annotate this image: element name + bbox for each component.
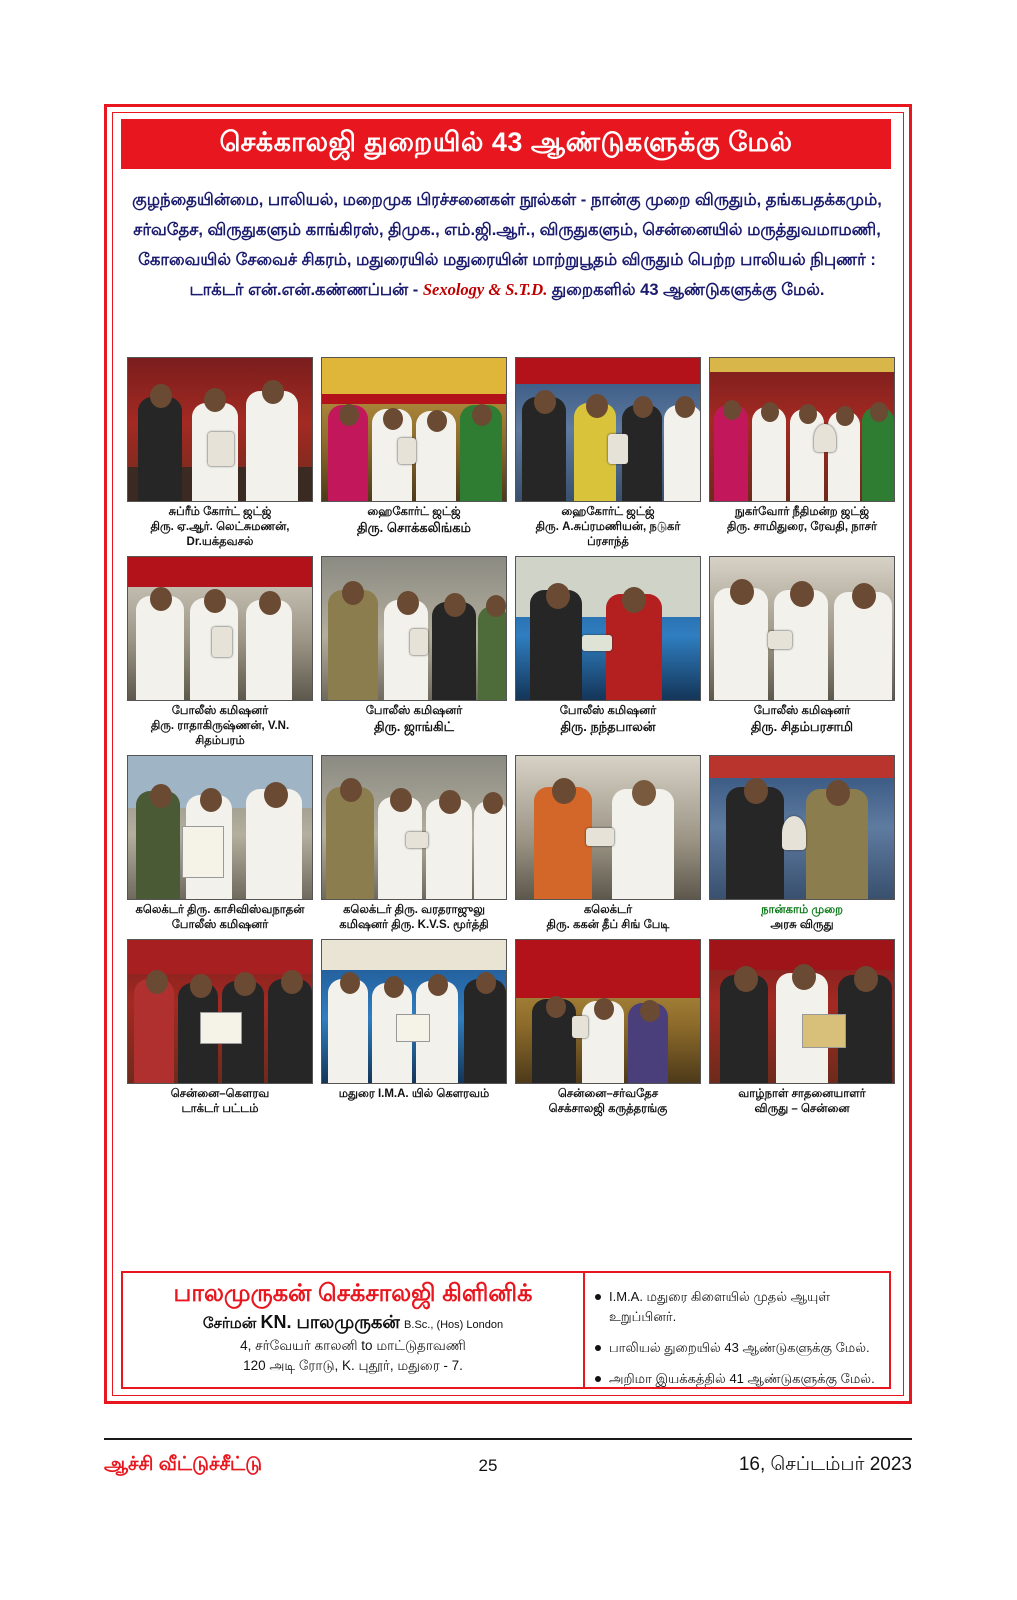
caption-line-1: கலெக்டர் xyxy=(583,904,633,916)
caption-line-1: கலெக்டர் திரு. வரதராஜுலு xyxy=(343,904,485,916)
highlight-point: I.M.A. மதுரை கிளையில் முதல் ஆயுள் உறுப்பினர். xyxy=(595,1287,883,1327)
clinic-details xyxy=(123,1273,583,1387)
photo-caption xyxy=(127,900,313,933)
caption-line-2: திரு. சிதம்பரசாமி xyxy=(750,719,854,734)
photo-1 xyxy=(127,357,313,502)
caption-line-2: திரு. நந்தபாலன் xyxy=(560,719,656,734)
caption-line-1: நுகர்வோர் நீதிமன்ற ஜட்ஜ் xyxy=(734,506,870,518)
page-title: செக்காலஜி துறையில் 43 ஆண்டுகளுக்கு மேல் xyxy=(219,126,793,157)
caption-line-1: மதுரை I.M.A. யில் கௌரவம் xyxy=(338,1088,490,1100)
photo-14 xyxy=(321,939,507,1084)
photo-cell xyxy=(515,755,701,933)
chairman-label: சேர்மன் xyxy=(202,1315,257,1332)
caption-line-1: கலெக்டர் திரு. காசிவிஸ்வநாதன் xyxy=(135,904,305,916)
page-number: 25 xyxy=(478,1456,498,1475)
photo-caption xyxy=(515,701,701,734)
photo-cell xyxy=(321,357,507,550)
chairman-name: KN. பாலமுருகன் xyxy=(260,1312,400,1332)
photo-row xyxy=(127,939,895,1117)
photo-row xyxy=(127,755,895,933)
caption-line-1: நான்காம் முறை xyxy=(761,904,843,916)
caption-line-1: போலீஸ் கமிஷனர் xyxy=(365,705,463,717)
intro-line-3: கோவையில் சேவைச் சிகரம், மதுரையில் மதுரையின் மாற்றுபூதம் விருதும் பெற்ற பாலியல் நிபுணர் : xyxy=(138,251,876,269)
photo-cell xyxy=(515,357,701,550)
photo-caption xyxy=(709,502,895,535)
clinic-name: பாலமுருகன் செக்சாலஜி கிளினிக் xyxy=(173,1280,533,1307)
photo-caption xyxy=(321,701,507,734)
caption-line-2: திரு. ஜாங்கிட் xyxy=(374,719,454,734)
caption-line-1: சென்னை–சர்வதேச xyxy=(557,1088,659,1100)
photo-caption xyxy=(321,502,507,535)
highlight-points xyxy=(583,1273,889,1387)
photo-cell xyxy=(321,556,507,749)
photo-11 xyxy=(515,755,701,900)
footer-divider xyxy=(104,1438,912,1440)
caption-line-2: திரு. ஏ.ஆர். லெட்சுமணன், Dr.யக்தவசல் xyxy=(150,521,290,548)
clinic-address-line-2: 120 அடி ரோடு, K. புதூர், மதுரை - 7. xyxy=(243,1358,463,1373)
photo-caption xyxy=(127,1084,313,1117)
photo-cell xyxy=(709,556,895,749)
photo-8 xyxy=(709,556,895,701)
caption-line-1: ஹைகோர்ட் ஜட்ஜ் xyxy=(367,506,461,518)
photo-cell xyxy=(709,939,895,1117)
photo-row xyxy=(127,556,895,749)
photo-cell xyxy=(515,556,701,749)
photo-7 xyxy=(515,556,701,701)
photo-cell xyxy=(709,755,895,933)
photo-3 xyxy=(515,357,701,502)
intro-line-2: சர்வதேச, விருதுகளும் காங்கிரஸ், திமுக., எம்.ஜி.ஆர்., விருதுகளும், சென்னையில் மருத்துவமாமணி, xyxy=(133,221,881,239)
caption-line-1: ஹைகோர்ட் ஜட்ஜ் xyxy=(561,506,655,518)
photo-caption xyxy=(515,1084,701,1117)
headline-banner xyxy=(121,119,891,169)
chairman-qualification: B.Sc., (Hos) London xyxy=(404,1319,504,1331)
caption-line-1: போலீஸ் கமிஷனர் xyxy=(559,705,657,717)
caption-line-1: போலீஸ் கமிஷனர் xyxy=(171,705,269,717)
caption-line-1: வாழ்நாள் சாதனையாளர் xyxy=(738,1088,866,1100)
clinic-address-line-1: 4, சர்வேயர் காலனி to மாட்டுதாவணி xyxy=(240,1338,466,1353)
photo-cell xyxy=(321,755,507,933)
photo-16 xyxy=(709,939,895,1084)
intro-line-4 xyxy=(127,275,887,305)
photo-cell xyxy=(127,357,313,550)
photo-caption xyxy=(321,900,507,933)
photo-5 xyxy=(127,556,313,701)
caption-line-1: போலீஸ் கமிஷனர் xyxy=(753,705,851,717)
photo-cell xyxy=(321,939,507,1117)
caption-line-2: திரு. A.சுப்ரமணியன், நடுகர் ப்ரசாந்த் xyxy=(535,521,681,548)
photo-caption xyxy=(127,701,313,749)
specialty-label: Sexology & S.T.D. xyxy=(422,280,548,299)
intro-line-1: குழந்தையின்மை, பாலியல், மறைமுக பிரச்சனைகள் நூல்கள் - நான்கு முறை விருதும், தங்கபதக்கமும், xyxy=(132,191,882,209)
photo-9 xyxy=(127,755,313,900)
photo-caption xyxy=(515,900,701,933)
photo-6 xyxy=(321,556,507,701)
caption-line-2: டாக்டர் பட்டம் xyxy=(181,1103,259,1115)
ad-frame xyxy=(104,104,912,1404)
photo-caption xyxy=(709,1084,895,1117)
caption-line-2: விருது – சென்னை xyxy=(754,1103,850,1115)
caption-line-2: கமிஷனர் திரு. K.V.S. மூர்த்தி xyxy=(339,919,489,931)
photo-caption xyxy=(321,1084,507,1102)
caption-line-2: திரு. சொக்கலிங்கம் xyxy=(356,520,472,535)
highlight-point: பாலியல் துறையில் 43 ஆண்டுகளுக்கு மேல். xyxy=(595,1338,883,1358)
photo-13 xyxy=(127,939,313,1084)
experience-text: துறைகளில் 43 ஆண்டுகளுக்கு மேல். xyxy=(547,281,825,299)
photo-12 xyxy=(709,755,895,900)
caption-line-2: போலீஸ் கமிஷனர் xyxy=(171,919,269,931)
doctor-name: டாக்டர் என்.என்.கண்ணப்பன் - xyxy=(189,281,423,299)
photo-caption xyxy=(709,900,895,933)
photo-caption xyxy=(709,701,895,734)
caption-line-2: திரு. ககன் தீப் சிங் பேடி xyxy=(546,919,670,931)
caption-line-1: சுப்ரீம் கோர்ட் ஜட்ஜ் xyxy=(168,506,272,518)
caption-line-2: செக்சாலஜி கருத்தரங்கு xyxy=(548,1103,668,1115)
highlight-point: அறிமா இயக்கத்தில் 41 ஆண்டுகளுக்கு மேல். xyxy=(595,1369,883,1389)
publication-logo: ஆச்சி வீட்டுச்சீட்டு xyxy=(104,1454,263,1475)
photo-cell xyxy=(127,939,313,1117)
photo-grid xyxy=(127,357,895,1123)
photo-caption xyxy=(127,502,313,550)
photo-cell xyxy=(515,939,701,1117)
photo-caption xyxy=(515,502,701,550)
chairman-line xyxy=(131,1311,575,1336)
caption-line-2: அரசு விருது xyxy=(770,919,834,931)
photo-2 xyxy=(321,357,507,502)
photo-cell xyxy=(709,357,895,550)
photo-15 xyxy=(515,939,701,1084)
page-footer xyxy=(104,1446,912,1486)
photo-row xyxy=(127,357,895,550)
photo-cell xyxy=(127,556,313,749)
clinic-info-box xyxy=(121,1271,891,1389)
photo-10 xyxy=(321,755,507,900)
caption-line-1: சென்னை–கௌரவ xyxy=(170,1088,270,1100)
intro-paragraph xyxy=(127,185,887,305)
caption-line-2: திரு. சாமிதுரை, ரேவதி, நாசர் xyxy=(726,521,878,533)
issue-date: 16, செப்டம்பர் 2023 xyxy=(738,1454,912,1475)
caption-line-2: திரு. ராதாகிருஷ்ணன், V.N. சிதம்பரம் xyxy=(150,720,290,747)
photo-cell xyxy=(127,755,313,933)
photo-4 xyxy=(709,357,895,502)
